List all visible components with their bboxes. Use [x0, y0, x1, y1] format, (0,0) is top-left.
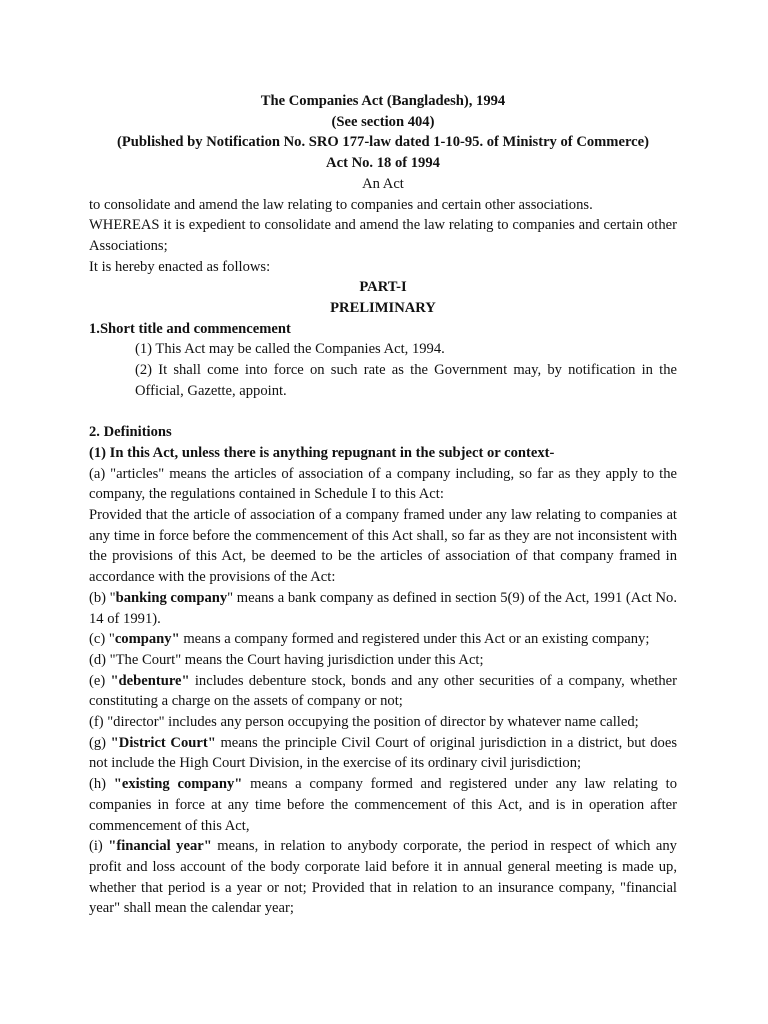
definition-h-term: "existing company" — [113, 776, 243, 793]
act-number: Act No. 18 of 1994 — [326, 155, 440, 172]
definition-e-text: includes debenture stock, bonds and any other securities of a company, whether constituting a charge on the assets of company or not; — [89, 672, 677, 710]
definition-e-term: "debenture" — [110, 672, 190, 689]
definition-d: (d) "The Court" means the Court having jurisdiction under this Act; — [89, 651, 484, 668]
section-2-heading: 2. Definitions — [89, 424, 172, 441]
definition-i-text: means, in relation to anybody corporate, the period in respect of which any profit and loss account of the body corporate laid before it in annual general meeting is made up, whether that period is a year or not; Provided that in relation to an insurance company, "financial year" shall mean the calendar year; — [89, 838, 677, 917]
definition-g-text: means the principle Civil Court of original jurisdiction in a district, but does not include the High Court Division, in the exercise of its ordinary civil jurisdiction; — [89, 734, 677, 772]
definition-c-term: company" — [114, 631, 180, 648]
definition-g-prefix: (g) — [89, 734, 111, 751]
part-name: PRELIMINARY — [330, 300, 436, 317]
definition-b-text: " means a bank company as defined in section 5(9) of the Act, 1991 (Act No. 14 of 1991). — [89, 589, 677, 627]
preamble-line: to consolidate and amend the law relating to companies and certain other associations. — [89, 196, 593, 213]
definition-a: (a) "articles" means the articles of association of a company including, so far as they apply to the company, the regulations contained in Schedule I to this Act: — [89, 465, 677, 503]
definition-e-prefix: (e) — [89, 672, 111, 689]
spacer — [89, 402, 677, 423]
definition-b — [89, 588, 677, 629]
part-number: PART-I — [359, 279, 407, 296]
section-1-clause-2: (2) It shall come into force on such rate as the Government may, by notification in the Official, Gazette, appoint. — [135, 362, 677, 399]
definition-i-term: "financial year" — [108, 838, 212, 855]
definition-c — [89, 629, 677, 650]
an-act: An Act — [362, 175, 404, 192]
see-section: (See section 404) — [331, 113, 435, 130]
definition-i — [89, 836, 677, 919]
definition-b-prefix: (b) " — [89, 589, 116, 606]
definition-f: (f) "director" includes any person occupying the position of director by whatever name called; — [89, 714, 639, 731]
definition-c-text: means a company formed and registered under this Act or an existing company; — [179, 631, 650, 648]
definition-h-prefix: (h) — [89, 776, 114, 793]
section-1-heading: 1.Short title and commencement — [89, 320, 291, 337]
section-1-clause-1: (1) This Act may be called the Companies Act, 1994. — [135, 341, 445, 358]
whereas-clause: WHEREAS it is expedient to consolidate and amend the law relating to companies and certain other Associations; — [89, 217, 677, 254]
act-title: The Companies Act (Bangladesh), 1994 — [260, 93, 506, 109]
definition-e — [89, 671, 677, 712]
definition-a-proviso: Provided that the article of association of a company framed under any law relating to companies at any time in force before the commencement of this Act shall, so far as they are not inconsistent with the provisions of this Act, be deemed to be the articles of association of that company framed in accordance with the provisions of the Act: — [89, 507, 677, 586]
definition-h — [89, 774, 677, 836]
publication-note: (Published by Notification No. SRO 177-law dated 1-10-95. of Ministry of Commerce) — [117, 134, 649, 151]
definition-i-prefix: (i) — [89, 838, 109, 855]
section-2-subheading: (1) In this Act, unless there is anything repugnant in the subject or context- — [89, 444, 555, 461]
enacted-line: It is hereby enacted as follows: — [89, 258, 271, 275]
definition-b-term: banking company — [115, 589, 228, 606]
definition-g-term: "District Court" — [110, 734, 216, 751]
definition-c-prefix: (c) " — [89, 631, 115, 648]
definition-h-text: means a company formed and registered under any law relating to companies in force at any time before the commencement of this Act, and is in operation after commencement of this Act, — [89, 776, 677, 834]
document-page — [89, 91, 677, 919]
definition-g — [89, 733, 677, 774]
